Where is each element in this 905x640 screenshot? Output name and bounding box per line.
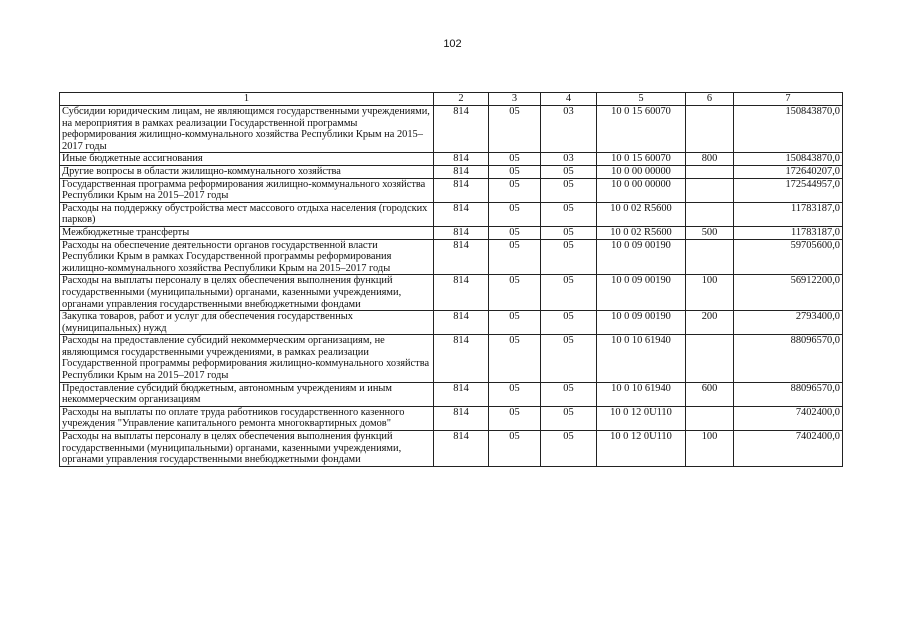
expense-type-cell: 200 — [686, 311, 734, 335]
item-name-cell: Расходы на предоставление субсидий некоммерческим организациям, не являющимся государственными учреждениями, в рамках реализации Государственной программы реформирования жилищно-коммунального хозяйства Республики Крым на 2015–2017 годы — [60, 335, 434, 382]
table-row — [60, 239, 843, 275]
ministry-code-cell: 814 — [434, 202, 489, 226]
subsection-code-cell: 03 — [541, 106, 597, 153]
table-row — [60, 431, 843, 467]
subsection-code-cell: 05 — [541, 178, 597, 202]
section-code-cell: 05 — [489, 335, 541, 382]
subsection-code-cell: 05 — [541, 406, 597, 430]
amount-cell: 2793400,0 — [734, 311, 843, 335]
ministry-code-cell: 814 — [434, 106, 489, 153]
ministry-code-cell: 814 — [434, 311, 489, 335]
ministry-code-cell: 814 — [434, 275, 489, 311]
target-article-cell: 10 0 09 00190 — [597, 275, 686, 311]
section-code-cell: 05 — [489, 431, 541, 467]
expense-type-cell: 600 — [686, 382, 734, 406]
amount-cell: 11783187,0 — [734, 226, 843, 239]
section-code-cell: 05 — [489, 165, 541, 178]
table-row — [60, 178, 843, 202]
table-row — [60, 226, 843, 239]
subsection-code-cell: 05 — [541, 239, 597, 275]
target-article-cell: 10 0 12 0U110 — [597, 406, 686, 430]
header-cell: 1 — [60, 93, 434, 106]
ministry-code-cell: 814 — [434, 153, 489, 166]
amount-cell: 88096570,0 — [734, 382, 843, 406]
table-row — [60, 335, 843, 382]
amount-cell: 172544957,0 — [734, 178, 843, 202]
target-article-cell: 10 0 15 60070 — [597, 153, 686, 166]
subsection-code-cell: 03 — [541, 153, 597, 166]
expense-type-cell — [686, 406, 734, 430]
amount-cell: 150843870,0 — [734, 106, 843, 153]
amount-cell: 150843870,0 — [734, 153, 843, 166]
table-row — [60, 106, 843, 153]
section-code-cell: 05 — [489, 226, 541, 239]
amount-cell: 172640207,0 — [734, 165, 843, 178]
section-code-cell: 05 — [489, 406, 541, 430]
table-row — [60, 275, 843, 311]
item-name-cell: Государственная программа реформирования жилищно-коммунального хозяйства Республики Крым на 2015–2017 годы — [60, 178, 434, 202]
target-article-cell: 10 0 15 60070 — [597, 106, 686, 153]
expense-type-cell — [686, 335, 734, 382]
expense-type-cell — [686, 202, 734, 226]
table-row — [60, 165, 843, 178]
subsection-code-cell: 05 — [541, 335, 597, 382]
subsection-code-cell: 05 — [541, 431, 597, 467]
section-code-cell: 05 — [489, 382, 541, 406]
expense-type-cell: 500 — [686, 226, 734, 239]
ministry-code-cell: 814 — [434, 226, 489, 239]
ministry-code-cell: 814 — [434, 431, 489, 467]
amount-cell: 11783187,0 — [734, 202, 843, 226]
table-row — [60, 311, 843, 335]
item-name-cell: Расходы на выплаты персоналу в целях обеспечения выполнения функций государственными (муниципальными) органами, казенными учреждениями, органами управления государственными внебюджетными фондами — [60, 275, 434, 311]
table-row — [60, 153, 843, 166]
target-article-cell: 10 0 12 0U110 — [597, 431, 686, 467]
expense-type-cell — [686, 106, 734, 153]
header-cell: 4 — [541, 93, 597, 106]
item-name-cell: Расходы на обеспечение деятельности органов государственной власти Республики Крым в рамках Государственной программы реформирования жилищно-коммунального хозяйства Республики Крым на 2015–2017 годы — [60, 239, 434, 275]
subsection-code-cell: 05 — [541, 165, 597, 178]
amount-cell: 88096570,0 — [734, 335, 843, 382]
header-cell: 2 — [434, 93, 489, 106]
header-cell: 7 — [734, 93, 843, 106]
section-code-cell: 05 — [489, 153, 541, 166]
item-name-cell: Закупка товаров, работ и услуг для обеспечения государственных (муниципальных) нужд — [60, 311, 434, 335]
expense-type-cell: 100 — [686, 275, 734, 311]
target-article-cell: 10 0 09 00190 — [597, 311, 686, 335]
item-name-cell: Субсидии юридическим лицам, не являющимся государственными учреждениями, на мероприятия в рамках реализации Государственной программы реформирования жилищно-коммунального хозяйства Республики Крым на 2015–2017 годы — [60, 106, 434, 153]
expense-type-cell — [686, 178, 734, 202]
target-article-cell: 10 0 10 61940 — [597, 335, 686, 382]
target-article-cell: 10 0 02 R5600 — [597, 202, 686, 226]
table-row — [60, 202, 843, 226]
header-cell: 3 — [489, 93, 541, 106]
amount-cell: 56912200,0 — [734, 275, 843, 311]
target-article-cell: 10 0 02 R5600 — [597, 226, 686, 239]
item-name-cell: Предоставление субсидий бюджетным, автономным учреждениям и иным некоммерческим организациям — [60, 382, 434, 406]
subsection-code-cell: 05 — [541, 311, 597, 335]
ministry-code-cell: 814 — [434, 239, 489, 275]
expense-type-cell — [686, 239, 734, 275]
page-number: 102 — [443, 38, 462, 50]
table-header-row — [60, 93, 843, 106]
subsection-code-cell: 05 — [541, 202, 597, 226]
table-row — [60, 406, 843, 430]
ministry-code-cell: 814 — [434, 178, 489, 202]
section-code-cell: 05 — [489, 239, 541, 275]
section-code-cell: 05 — [489, 202, 541, 226]
section-code-cell: 05 — [489, 106, 541, 153]
target-article-cell: 10 0 10 61940 — [597, 382, 686, 406]
ministry-code-cell: 814 — [434, 382, 489, 406]
subsection-code-cell: 05 — [541, 382, 597, 406]
subsection-code-cell: 05 — [541, 226, 597, 239]
item-name-cell: Другие вопросы в области жилищно-коммунального хозяйства — [60, 165, 434, 178]
target-article-cell: 10 0 00 00000 — [597, 165, 686, 178]
header-cell: 5 — [597, 93, 686, 106]
header-cell: 6 — [686, 93, 734, 106]
section-code-cell: 05 — [489, 275, 541, 311]
expense-type-cell: 800 — [686, 153, 734, 166]
expense-type-cell: 100 — [686, 431, 734, 467]
subsection-code-cell: 05 — [541, 275, 597, 311]
amount-cell: 7402400,0 — [734, 431, 843, 467]
target-article-cell: 10 0 09 00190 — [597, 239, 686, 275]
section-code-cell: 05 — [489, 178, 541, 202]
amount-cell: 59705600,0 — [734, 239, 843, 275]
item-name-cell: Расходы на выплаты персоналу в целях обеспечения выполнения функций государственными (муниципальными) органами, казенными учреждениями, органами управления государственными внебюджетными фондами — [60, 431, 434, 467]
item-name-cell: Иные бюджетные ассигнования — [60, 153, 434, 166]
ministry-code-cell: 814 — [434, 165, 489, 178]
ministry-code-cell: 814 — [434, 406, 489, 430]
item-name-cell: Расходы на поддержку обустройства мест массового отдыха населения (городских парков) — [60, 202, 434, 226]
expense-type-cell — [686, 165, 734, 178]
amount-cell: 7402400,0 — [734, 406, 843, 430]
item-name-cell: Межбюджетные трансферты — [60, 226, 434, 239]
ministry-code-cell: 814 — [434, 335, 489, 382]
budget-table — [59, 92, 843, 467]
item-name-cell: Расходы на выплаты по оплате труда работников государственного казенного учреждения "Управление капитального ремонта многоквартирных домов" — [60, 406, 434, 430]
target-article-cell: 10 0 00 00000 — [597, 178, 686, 202]
table-row — [60, 382, 843, 406]
section-code-cell: 05 — [489, 311, 541, 335]
